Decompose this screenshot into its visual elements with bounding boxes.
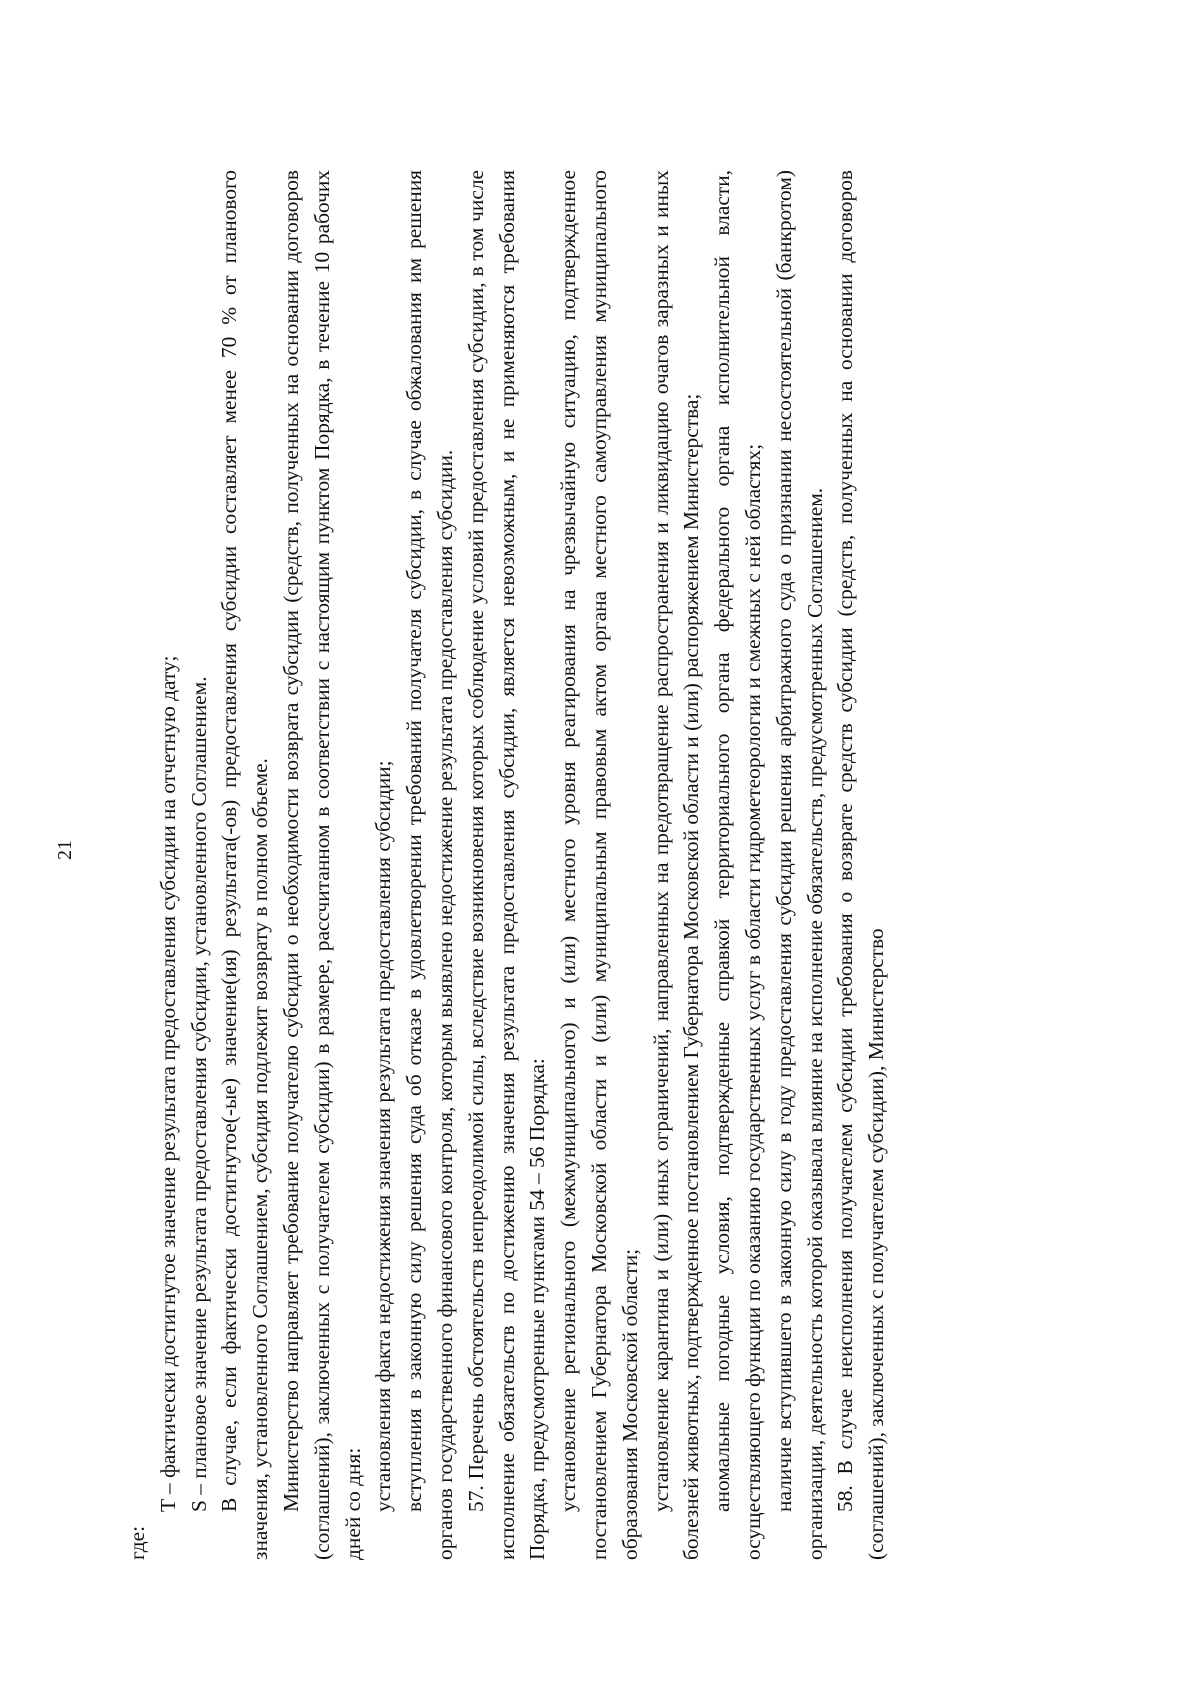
paragraph-full-return: В случае, если фактически достигнутое(-ые) значение(ия) результата(-ов) предоставления субсидии составляет менее 70 % от планового значения, установленного Соглашением, субсидия подлежит возврату в полном объеме.	[217, 170, 273, 1560]
paragraph-bankruptcy: наличие вступившего в законную силу в году предоставления субсидии решения арбитражного суда о признании несостоятельной (банкротом) организации, деятельность которой оказывала влияние на исполнение обязательств, предусмотренных Соглашением.	[771, 170, 827, 1560]
paragraph-court-decision: вступления в законную силу решения суда об отказе в удовлетворении требований получателя субсидии, в случае обжалования им решения органов государственного финансового контроля, которым выявлено недостижение результата предоставления субсидии.	[402, 170, 457, 1560]
paragraph-57-force-majeure: 57. Перечень обстоятельств непреодолимой силы, вследствие возникновения которых соблюдение условий предоставления субсидии, в том числе исполнение обязательств по достижению значения результата предоставления субсидии, является невозможным, и не применяются требования Порядка, предусмотренные пунктами 54 – 56 Порядка:	[463, 170, 550, 1560]
paragraph-58-nonfulfillment: 58. В случае неисполнения получателем субсидии требования о возврате средств субсидии (средств, полученных на основании договоров (соглашений), заключенных с получателем субсидии), Министерство	[833, 170, 889, 1560]
paragraph-emergency: установление регионального (межмуниципального) и (или) местного уровня реагирования на чрезвычайную ситуацию, подтвержденное постановлением Губернатора Московской области и (или) муниципальным правовым актом органа местного самоуправления муниципального образования Московской области;	[556, 170, 642, 1560]
paragraph-weather: аномальные погодные условия, подтвержденные справкой территориального органа федерального органа исполнительной власти, осуществляющего функции по оказанию государственных услуг в области гидрометеорологии и смежных с ней областях;	[710, 170, 765, 1560]
paragraph-t-definition: T – фактически достигнутое значение результата предоставления субсидии на отчетную дату;	[155, 655, 180, 1512]
paragraph-quarantine: установление карантина и (или) иных ограничений, направленных на предотвращение распространения и ликвидацию очагов заразных и иных болезней животных, подтвержденное постановлением Губернатора Московской области и (или) распоряжением Министерства;	[648, 170, 704, 1560]
paragraph-fact-established: установления факта недостижения значения результата предоставления субсидии;	[371, 760, 396, 1512]
document-body	[122, 170, 892, 1560]
page-number: 21	[54, 840, 76, 860]
paragraph-where: где:	[125, 1525, 149, 1560]
paragraph-s-definition: S – плановое значение результата предоставления субсидии, установленного Соглашением.	[186, 676, 211, 1512]
paragraph-ministry-demand: Министерство направляет требование получателю субсидии о необходимости возврата субсидии (средств, полученных на основании договоров (соглашений), заключенных с получателем субсидии) в размере, рассчитанном в соответствии с настоящим пунктом Порядка, в течение 10 рабочих дней со дня:	[278, 170, 365, 1560]
